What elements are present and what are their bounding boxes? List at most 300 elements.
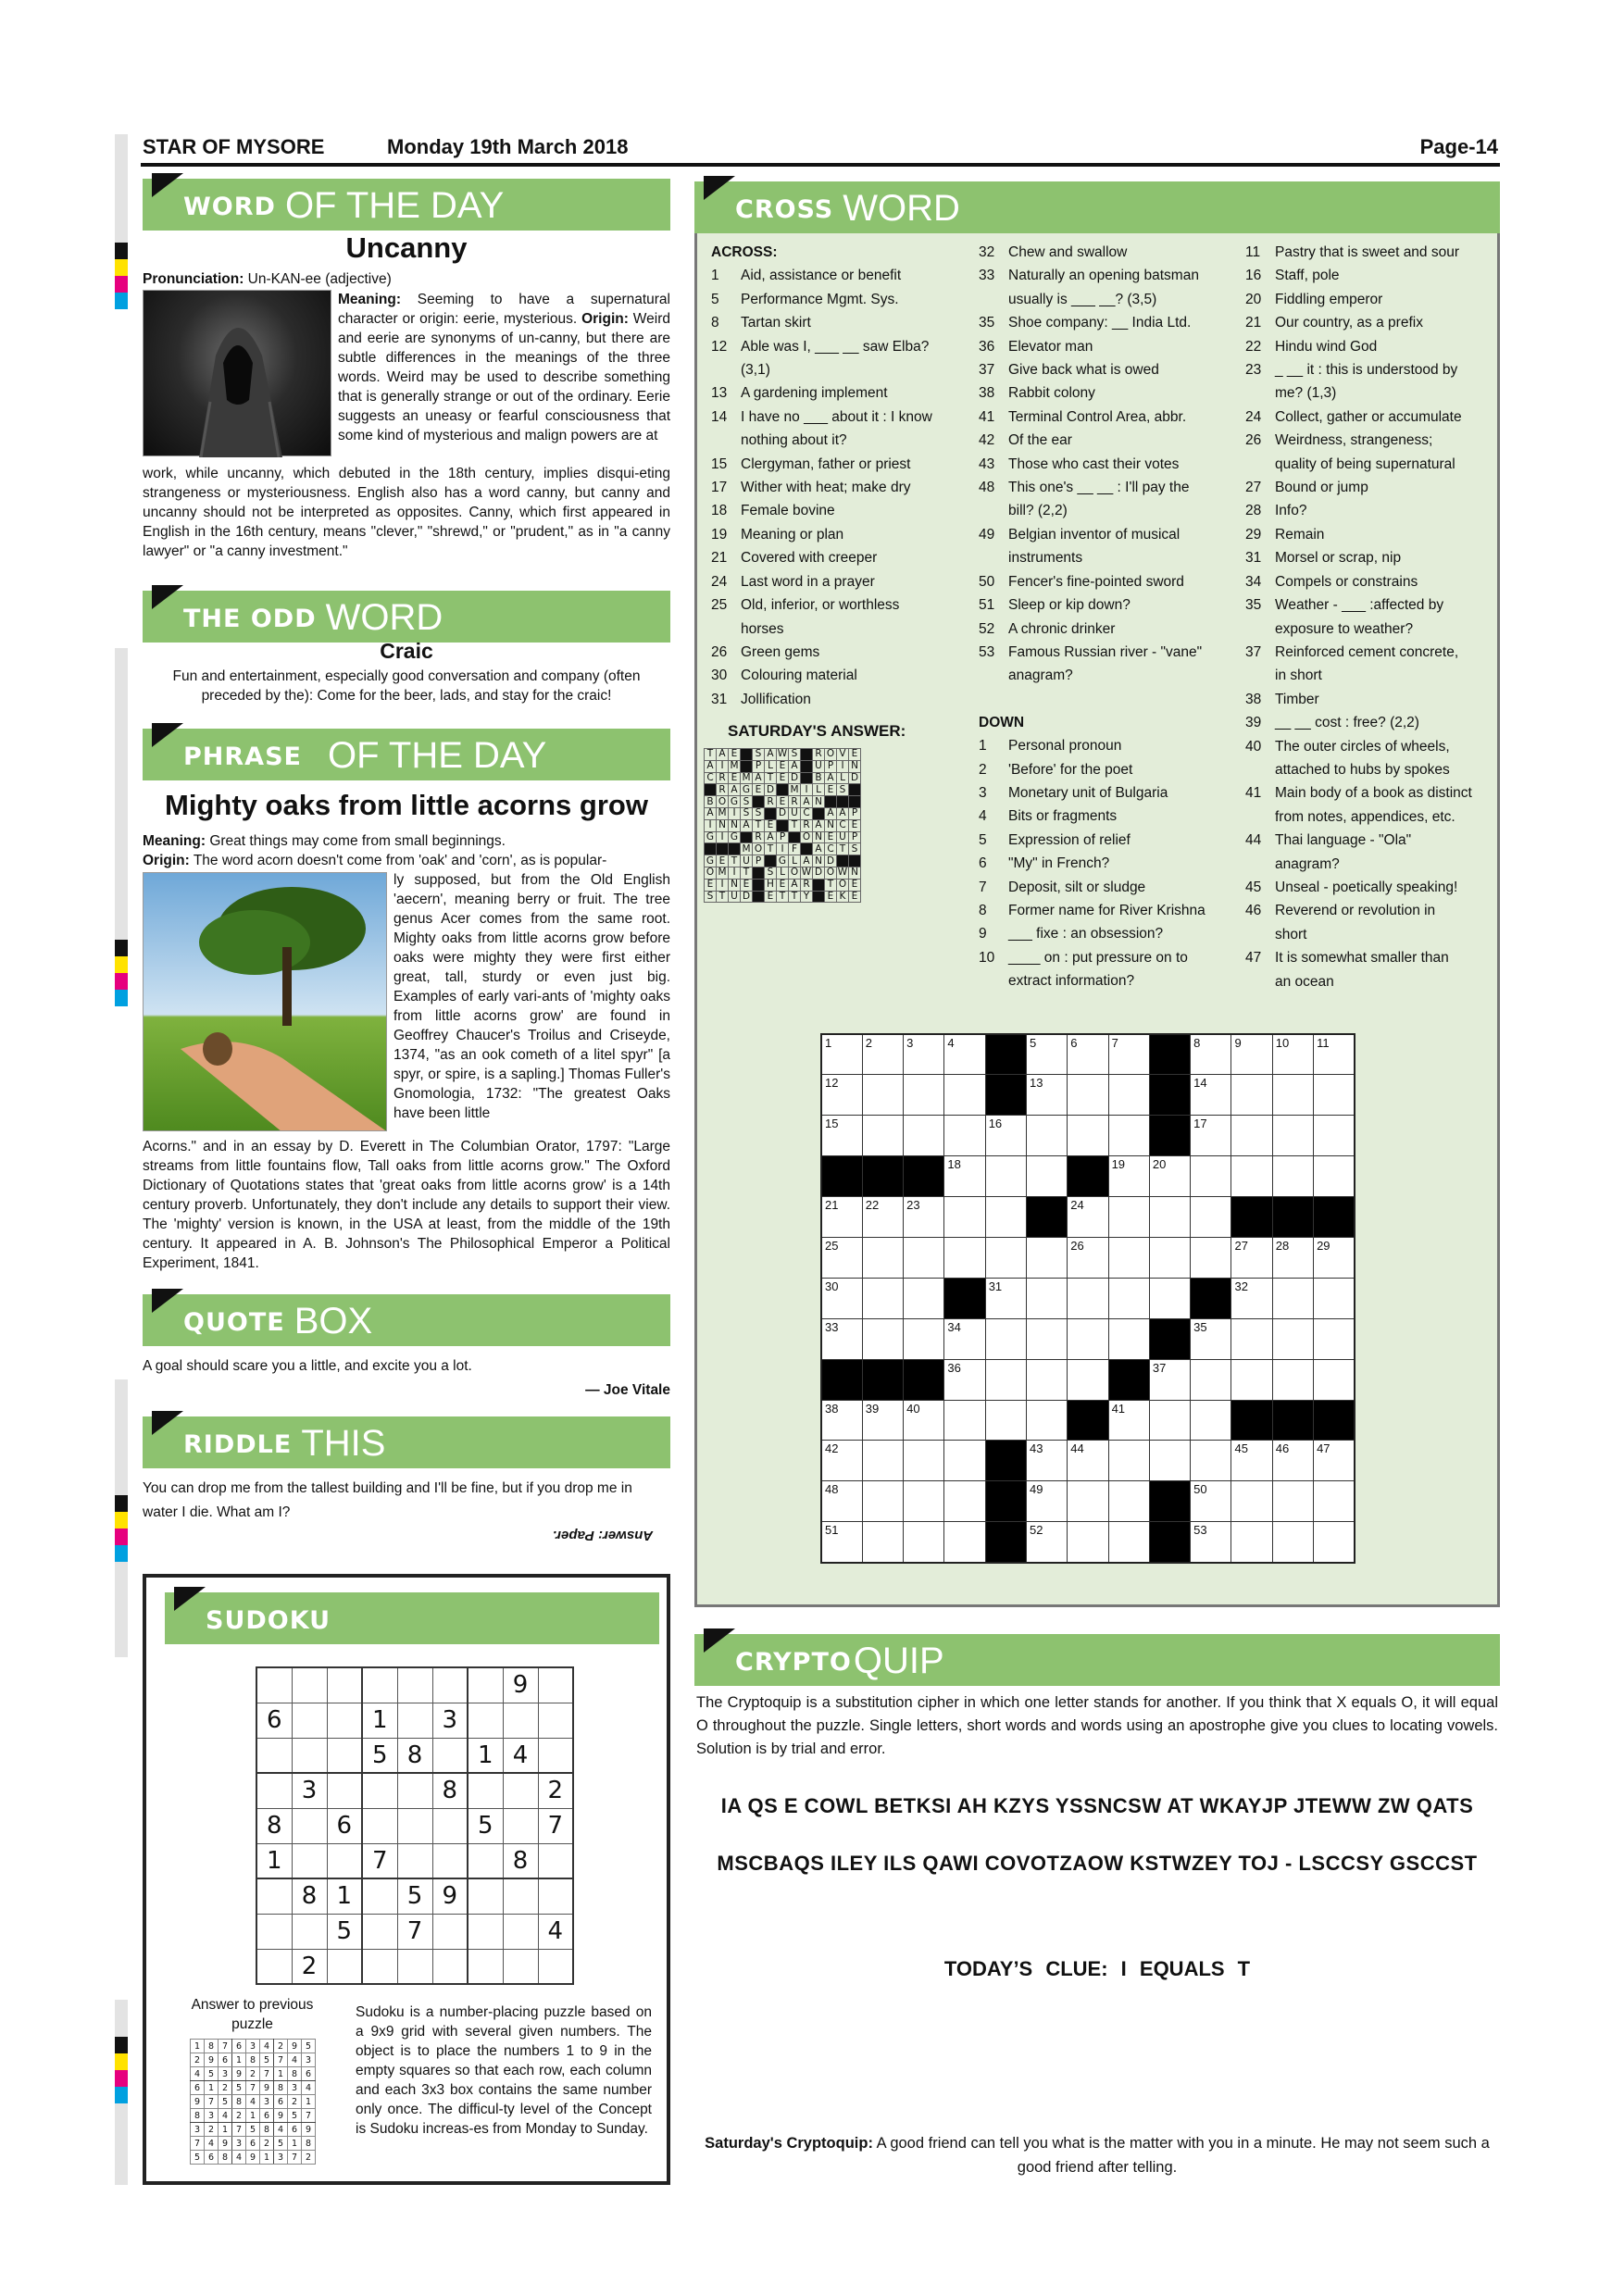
- sudoku-cell[interactable]: [503, 1914, 538, 1949]
- crossword-cell[interactable]: 8: [1191, 1034, 1231, 1075]
- sudoku-cell[interactable]: 3: [432, 1703, 468, 1738]
- crossword-cell[interactable]: [862, 1278, 903, 1318]
- cryptoquip-clue: TODAY’S CLUE: I EQUALS T: [943, 1957, 1251, 1980]
- crossword-cell[interactable]: [904, 1441, 944, 1481]
- sudoku-cell[interactable]: [538, 1949, 573, 1984]
- crossword-cell[interactable]: [1272, 1156, 1313, 1197]
- crossword-cell[interactable]: [1272, 1278, 1313, 1318]
- crossword-cell[interactable]: [1231, 1318, 1272, 1359]
- crossword-cell[interactable]: [904, 1318, 944, 1359]
- crossword-cell[interactable]: [1314, 1318, 1355, 1359]
- crossword-cell[interactable]: [1026, 1359, 1067, 1400]
- sudoku-cell[interactable]: [397, 1773, 432, 1808]
- sudoku-cell[interactable]: [256, 1773, 292, 1808]
- crossword-cell[interactable]: [1191, 1359, 1231, 1400]
- sudoku-cell[interactable]: [256, 1914, 292, 1949]
- sudoku-cell[interactable]: [503, 1703, 538, 1738]
- clue-number: 22: [1245, 338, 1262, 355]
- crossword-cell[interactable]: [862, 1441, 903, 1481]
- clue-text: Clergyman, father or priest: [741, 455, 911, 472]
- crossword-cell[interactable]: [862, 1116, 903, 1156]
- crossword-cell[interactable]: [1231, 1522, 1272, 1563]
- sudoku-answer-cell: 8: [191, 2109, 205, 2123]
- crossword-cell[interactable]: [985, 1359, 1026, 1400]
- sudoku-cell[interactable]: [327, 1667, 362, 1703]
- sudoku-cell[interactable]: [503, 1773, 538, 1808]
- sudoku-answer-cell: 9: [205, 2053, 219, 2067]
- answer-letter-cell: E: [753, 784, 765, 796]
- sudoku-cell[interactable]: [432, 1843, 468, 1878]
- crossword-cell[interactable]: 34: [944, 1318, 985, 1359]
- crossword-cell[interactable]: [944, 1522, 985, 1563]
- sudoku-answer-cell: 9: [302, 2123, 316, 2137]
- sudoku-cell[interactable]: [292, 1914, 327, 1949]
- crossword-cell[interactable]: [1108, 1441, 1149, 1481]
- sudoku-cell[interactable]: [432, 1808, 468, 1843]
- crossword-cell[interactable]: [904, 1075, 944, 1116]
- clue-row: [979, 852, 1243, 875]
- answer-letter-cell: S: [705, 891, 717, 903]
- crossword-cell[interactable]: [1108, 1116, 1149, 1156]
- crossword-cell[interactable]: 15: [821, 1116, 862, 1156]
- sudoku-cell[interactable]: 6: [327, 1808, 362, 1843]
- crossword-cell[interactable]: [944, 1441, 985, 1481]
- crossword-black-cell: [1068, 1156, 1108, 1197]
- crossword-cell[interactable]: [985, 1237, 1026, 1278]
- sudoku-cell[interactable]: [292, 1738, 327, 1773]
- sudoku-cell[interactable]: [292, 1808, 327, 1843]
- clue-text: Aid, assistance or benefit: [741, 268, 902, 284]
- sudoku-cell[interactable]: 3: [292, 1773, 327, 1808]
- sudoku-cell[interactable]: 8: [292, 1878, 327, 1914]
- sudoku-cell[interactable]: [397, 1667, 432, 1703]
- crossword-cell[interactable]: 12: [821, 1075, 862, 1116]
- crossword-cell[interactable]: 11: [1314, 1034, 1355, 1075]
- crossword-cell[interactable]: 1: [821, 1034, 862, 1075]
- crossword-cell[interactable]: [1108, 1075, 1149, 1116]
- crossword-cell[interactable]: 2: [862, 1034, 903, 1075]
- crossword-cell[interactable]: 52: [1026, 1522, 1067, 1563]
- across-clues-column-2: [979, 241, 1243, 993]
- sudoku-cell[interactable]: [468, 1914, 503, 1949]
- crossword-cell[interactable]: 5: [1026, 1034, 1067, 1075]
- crossword-cell[interactable]: [1231, 1481, 1272, 1522]
- sudoku-cell[interactable]: 7: [538, 1808, 573, 1843]
- sudoku-cell[interactable]: [397, 1703, 432, 1738]
- sudoku-cell[interactable]: [538, 1703, 573, 1738]
- sudoku-cell[interactable]: 9: [503, 1667, 538, 1703]
- crossword-cell[interactable]: [1026, 1116, 1067, 1156]
- clue-row: [1245, 970, 1497, 993]
- crossword-cell[interactable]: 27: [1231, 1237, 1272, 1278]
- sudoku-grid[interactable]: [256, 1666, 574, 1985]
- crossword-cell[interactable]: 17: [1191, 1116, 1231, 1156]
- crossword-cell[interactable]: [944, 1075, 985, 1116]
- sudoku-cell[interactable]: [327, 1949, 362, 1984]
- crossword-cell[interactable]: [1068, 1318, 1108, 1359]
- sudoku-cell[interactable]: [362, 1949, 397, 1984]
- crossword-cell[interactable]: [985, 1400, 1026, 1441]
- sudoku-cell[interactable]: [432, 1949, 468, 1984]
- crossword-cell[interactable]: 33: [821, 1318, 862, 1359]
- crossword-cell[interactable]: [862, 1522, 903, 1563]
- sudoku-cell[interactable]: [503, 1808, 538, 1843]
- sudoku-cell[interactable]: 1: [468, 1738, 503, 1773]
- sudoku-cell[interactable]: [362, 1878, 397, 1914]
- crossword-cell[interactable]: [1314, 1075, 1355, 1116]
- crossword-cell[interactable]: 23: [904, 1197, 944, 1238]
- crossword-cell[interactable]: 47: [1314, 1441, 1355, 1481]
- sudoku-cell[interactable]: 4: [503, 1738, 538, 1773]
- clue-text: __ __ cost : free? (2,2): [1275, 715, 1419, 731]
- clue-text: quality of being supernatural: [1275, 455, 1455, 472]
- crossword-cell[interactable]: 53: [1191, 1522, 1231, 1563]
- sudoku-cell[interactable]: [468, 1703, 503, 1738]
- sudoku-cell[interactable]: [362, 1667, 397, 1703]
- crossword-cell[interactable]: [1068, 1522, 1108, 1563]
- crossword-cell[interactable]: [1026, 1278, 1067, 1318]
- crossword-cell[interactable]: [1068, 1075, 1108, 1116]
- crossword-cell[interactable]: 32: [1231, 1278, 1272, 1318]
- sudoku-cell[interactable]: 7: [362, 1843, 397, 1878]
- crossword-cell[interactable]: [1272, 1481, 1313, 1522]
- crossword-cell[interactable]: 16: [985, 1116, 1026, 1156]
- sudoku-cell[interactable]: 8: [432, 1773, 468, 1808]
- clue-row: [979, 899, 1243, 922]
- clue-number: 44: [1245, 832, 1262, 849]
- sudoku-cell[interactable]: [538, 1667, 573, 1703]
- sudoku-cell[interactable]: [256, 1738, 292, 1773]
- sudoku-answer-cell: 5: [260, 2053, 274, 2067]
- crossword-cell[interactable]: [1314, 1359, 1355, 1400]
- answer-letter-cell: I: [729, 867, 741, 879]
- crossword-cell[interactable]: [1231, 1075, 1272, 1116]
- crossword-cell[interactable]: [1026, 1237, 1067, 1278]
- crossword-cell[interactable]: [1108, 1481, 1149, 1522]
- crossword-cell[interactable]: 3: [904, 1034, 944, 1075]
- crossword-cell[interactable]: 45: [1231, 1441, 1272, 1481]
- crossword-cell[interactable]: [1068, 1359, 1108, 1400]
- sudoku-cell[interactable]: 5: [327, 1914, 362, 1949]
- sudoku-answer-cell: 4: [191, 2067, 205, 2081]
- crossword-cell[interactable]: 9: [1231, 1034, 1272, 1075]
- crossword-cell[interactable]: [944, 1197, 985, 1238]
- sudoku-cell[interactable]: [256, 1667, 292, 1703]
- sudoku-cell[interactable]: [538, 1843, 573, 1878]
- crossword-cell[interactable]: 40: [904, 1400, 944, 1441]
- crossword-cell[interactable]: [1272, 1359, 1313, 1400]
- crossword-cell[interactable]: [1108, 1318, 1149, 1359]
- banner-big-text: BOX: [294, 1301, 373, 1341]
- sudoku-cell[interactable]: [432, 1738, 468, 1773]
- sudoku-cell[interactable]: [362, 1914, 397, 1949]
- sudoku-cell[interactable]: [468, 1949, 503, 1984]
- clue-number: 33: [979, 268, 995, 284]
- sudoku-answer-cell: 4: [274, 2123, 288, 2137]
- answer-letter-cell: D: [825, 855, 837, 867]
- clue-text: Sleep or kip down?: [1008, 597, 1131, 614]
- crossword-cell[interactable]: [1068, 1278, 1108, 1318]
- crossword-cell[interactable]: [1191, 1237, 1231, 1278]
- sudoku-cell[interactable]: [327, 1703, 362, 1738]
- crossword-cell[interactable]: [1026, 1318, 1067, 1359]
- crossword-cell[interactable]: [1314, 1156, 1355, 1197]
- sudoku-cell[interactable]: [468, 1667, 503, 1703]
- clue-row: [711, 593, 970, 617]
- sudoku-cell[interactable]: 8: [503, 1843, 538, 1878]
- crossword-cell[interactable]: 46: [1272, 1441, 1313, 1481]
- clue-text: Covered with creeper: [741, 550, 878, 567]
- crossword-cell[interactable]: 49: [1026, 1481, 1067, 1522]
- crossword-cell[interactable]: [944, 1116, 985, 1156]
- sudoku-cell[interactable]: [468, 1878, 503, 1914]
- crossword-cell[interactable]: [904, 1237, 944, 1278]
- crossword-cell[interactable]: [1231, 1116, 1272, 1156]
- crossword-cell[interactable]: [1272, 1116, 1313, 1156]
- crossword-cell[interactable]: 42: [821, 1441, 862, 1481]
- clue-row: [1245, 381, 1497, 405]
- crossword-cell[interactable]: [1314, 1522, 1355, 1563]
- crossword-cell[interactable]: [862, 1481, 903, 1522]
- crossword-cell[interactable]: 20: [1149, 1156, 1190, 1197]
- down-clues-column-2: [1245, 241, 1497, 993]
- sudoku-cell[interactable]: [327, 1843, 362, 1878]
- sudoku-cell[interactable]: [432, 1667, 468, 1703]
- crossword-cell[interactable]: [1149, 1197, 1190, 1238]
- crossword-cell[interactable]: 39: [862, 1400, 903, 1441]
- crossword-cell[interactable]: [985, 1318, 1026, 1359]
- crossword-cell[interactable]: [985, 1156, 1026, 1197]
- crossword-cell[interactable]: [1108, 1278, 1149, 1318]
- answer-letter-cell: S: [741, 807, 753, 819]
- answer-letter-cell: L: [813, 784, 825, 796]
- crossword-cell[interactable]: [904, 1278, 944, 1318]
- crossword-cell[interactable]: 35: [1191, 1318, 1231, 1359]
- answer-letter-cell: A: [765, 749, 777, 761]
- sudoku-cell[interactable]: 1: [256, 1843, 292, 1878]
- sudoku-cell[interactable]: 8: [256, 1808, 292, 1843]
- sudoku-cell[interactable]: [397, 1843, 432, 1878]
- answer-letter-cell: U: [837, 831, 849, 843]
- crossword-cell[interactable]: [862, 1237, 903, 1278]
- answer-letter-cell: W: [801, 867, 812, 879]
- crossword-cell[interactable]: [1149, 1278, 1190, 1318]
- crossword-cell[interactable]: 51: [821, 1522, 862, 1563]
- crossword-cell[interactable]: [1191, 1400, 1231, 1441]
- crossword-cell[interactable]: [904, 1522, 944, 1563]
- sudoku-cell[interactable]: [292, 1843, 327, 1878]
- crossword-cell[interactable]: 43: [1026, 1441, 1067, 1481]
- crossword-black-cell: [985, 1481, 1026, 1522]
- sudoku-cell[interactable]: [327, 1773, 362, 1808]
- clue-row: [711, 288, 970, 311]
- answer-black-cell: [789, 831, 801, 843]
- crossword-cell[interactable]: [1272, 1522, 1313, 1563]
- answer-letter-cell: R: [813, 749, 825, 761]
- crossword-cell[interactable]: 25: [821, 1237, 862, 1278]
- sudoku-cell[interactable]: [468, 1773, 503, 1808]
- crossword-cell[interactable]: 50: [1191, 1481, 1231, 1522]
- crossword-cell[interactable]: 18: [944, 1156, 985, 1197]
- crossword-cell[interactable]: 14: [1191, 1075, 1231, 1116]
- crossword-cell[interactable]: [1272, 1318, 1313, 1359]
- crossword-cell[interactable]: [944, 1237, 985, 1278]
- crossword-cell[interactable]: [1314, 1481, 1355, 1522]
- sudoku-cell[interactable]: [468, 1843, 503, 1878]
- sudoku-cell[interactable]: [397, 1808, 432, 1843]
- clue-row: [711, 641, 970, 664]
- crossword-cell[interactable]: [985, 1197, 1026, 1238]
- crossword-cell[interactable]: [904, 1116, 944, 1156]
- banner-big-text: WORD: [843, 188, 960, 229]
- clue-text: anagram?: [1275, 855, 1340, 872]
- crossword-cell[interactable]: 4: [944, 1034, 985, 1075]
- crossword-cell[interactable]: [1026, 1400, 1067, 1441]
- clue-row: [979, 453, 1243, 476]
- crossword-cell[interactable]: 29: [1314, 1237, 1355, 1278]
- clue-number: 5: [979, 831, 987, 848]
- clue-text: Belgian inventor of musical: [1008, 526, 1181, 543]
- answer-black-cell: [717, 843, 729, 855]
- sudoku-cell[interactable]: [503, 1878, 538, 1914]
- clue-number: 20: [1245, 291, 1262, 307]
- sudoku-cell[interactable]: [292, 1703, 327, 1738]
- clue-row: [979, 664, 1243, 687]
- crossword-cell[interactable]: [944, 1400, 985, 1441]
- sudoku-cell[interactable]: [362, 1773, 397, 1808]
- answer-letter-cell: E: [729, 772, 741, 784]
- clue-number: 52: [979, 620, 995, 637]
- page-date: Monday 19th March 2018: [387, 135, 629, 158]
- sudoku-cell[interactable]: [432, 1914, 468, 1949]
- crossword-cell[interactable]: 10: [1272, 1034, 1313, 1075]
- sudoku-cell[interactable]: 5: [397, 1878, 432, 1914]
- answer-letter-cell: T: [789, 891, 801, 903]
- crossword-cell[interactable]: [862, 1318, 903, 1359]
- crossword-cell[interactable]: 44: [1068, 1441, 1108, 1481]
- clue-row: [979, 641, 1243, 664]
- sudoku-answer-cell: 2: [260, 2137, 274, 2151]
- crossword-cell[interactable]: [1231, 1156, 1272, 1197]
- sudoku-cell[interactable]: [327, 1738, 362, 1773]
- crossword-cell[interactable]: 13: [1026, 1075, 1067, 1116]
- crossword-cell[interactable]: [1191, 1197, 1231, 1238]
- crossword-cell[interactable]: 37: [1149, 1359, 1190, 1400]
- crossword-cell[interactable]: [1149, 1441, 1190, 1481]
- crossword-cell[interactable]: [1272, 1075, 1313, 1116]
- crossword-cell[interactable]: [862, 1075, 903, 1116]
- crossword-cell[interactable]: [1068, 1481, 1108, 1522]
- crossword-cell[interactable]: [1149, 1237, 1190, 1278]
- crossword-cell[interactable]: [1026, 1156, 1067, 1197]
- answer-black-cell: [801, 760, 813, 772]
- sudoku-cell[interactable]: [503, 1949, 538, 1984]
- clue-text: Female bovine: [741, 503, 835, 519]
- sudoku-cell[interactable]: 2: [538, 1773, 573, 1808]
- sudoku-cell[interactable]: [256, 1878, 292, 1914]
- margin-strip: [115, 648, 128, 944]
- crossword-cell[interactable]: 26: [1068, 1237, 1108, 1278]
- crossword-grid[interactable]: [820, 1033, 1355, 1564]
- crossword-cell[interactable]: [1108, 1197, 1149, 1238]
- clue-row: [979, 523, 1243, 546]
- answer-letter-cell: I: [705, 819, 717, 831]
- crossword-cell[interactable]: [1314, 1116, 1355, 1156]
- crossword-cell[interactable]: 24: [1068, 1197, 1108, 1238]
- crossword-cell[interactable]: [944, 1481, 985, 1522]
- crossword-cell[interactable]: [904, 1481, 944, 1522]
- crossword-cell[interactable]: 30: [821, 1278, 862, 1318]
- crossword-cell[interactable]: [1314, 1278, 1355, 1318]
- crossword-cell[interactable]: 28: [1272, 1237, 1313, 1278]
- sudoku-cell[interactable]: [538, 1738, 573, 1773]
- sudoku-cell[interactable]: 1: [327, 1878, 362, 1914]
- sudoku-cell[interactable]: [292, 1667, 327, 1703]
- sudoku-cell[interactable]: 2: [292, 1949, 327, 1984]
- crossword-black-cell: [1314, 1197, 1355, 1238]
- crossword-cell[interactable]: [1108, 1237, 1149, 1278]
- clue-number: 38: [979, 385, 995, 402]
- crossword-black-cell: [862, 1359, 903, 1400]
- crossword-cell[interactable]: 41: [1108, 1400, 1149, 1441]
- answer-letter-cell: A: [741, 819, 753, 831]
- sudoku-cell[interactable]: 7: [397, 1914, 432, 1949]
- answer-letter-cell: M: [730, 760, 739, 772]
- clue-number: 37: [1245, 643, 1262, 660]
- crossword-cell[interactable]: [1231, 1359, 1272, 1400]
- banner-big-text: WORD: [325, 597, 443, 638]
- sudoku-cell[interactable]: 9: [432, 1878, 468, 1914]
- sudoku-cell[interactable]: 5: [362, 1738, 397, 1773]
- sudoku-cell[interactable]: [397, 1949, 432, 1984]
- crossword-cell[interactable]: 19: [1108, 1156, 1149, 1197]
- clue-text: in short: [1275, 668, 1322, 684]
- crossword-cell[interactable]: 48: [821, 1481, 862, 1522]
- cryptoquip-banner: [694, 1634, 1500, 1686]
- sudoku-cell[interactable]: 6: [256, 1703, 292, 1738]
- crossword-cell[interactable]: 22: [862, 1197, 903, 1238]
- clue-text: Wither with heat; make dry: [741, 480, 911, 496]
- crossword-cell[interactable]: 36: [944, 1359, 985, 1400]
- crossword-cell[interactable]: 38: [821, 1400, 862, 1441]
- answer-letter-cell: S: [789, 749, 801, 761]
- saturday-answer-grid: [704, 748, 861, 903]
- crossword-cell[interactable]: [1191, 1156, 1231, 1197]
- sudoku-cell[interactable]: [256, 1949, 292, 1984]
- answer-black-cell: [849, 796, 861, 808]
- crossword-cell[interactable]: [1149, 1400, 1190, 1441]
- answer-black-cell: [849, 855, 861, 867]
- sudoku-cell[interactable]: 8: [397, 1738, 432, 1773]
- clue-number: 21: [711, 550, 728, 567]
- sudoku-cell[interactable]: [538, 1878, 573, 1914]
- sudoku-cell[interactable]: 5: [468, 1808, 503, 1843]
- crossword-cell[interactable]: 31: [985, 1278, 1026, 1318]
- crossword-cell[interactable]: 21: [821, 1197, 862, 1238]
- clue-number: [979, 546, 1008, 569]
- sudoku-cell[interactable]: [362, 1808, 397, 1843]
- crossword-cell[interactable]: 6: [1068, 1034, 1108, 1075]
- sudoku-cell[interactable]: 4: [538, 1914, 573, 1949]
- crossword-cell[interactable]: [1108, 1522, 1149, 1563]
- sudoku-cell[interactable]: 1: [362, 1703, 397, 1738]
- sudoku-answer-cell: 8: [232, 2095, 246, 2109]
- crossword-cell[interactable]: [1068, 1116, 1108, 1156]
- crossword-cell[interactable]: [1191, 1441, 1231, 1481]
- clue-number: 32: [979, 244, 995, 260]
- answer-black-cell: [741, 831, 753, 843]
- crossword-cell[interactable]: 7: [1108, 1034, 1149, 1075]
